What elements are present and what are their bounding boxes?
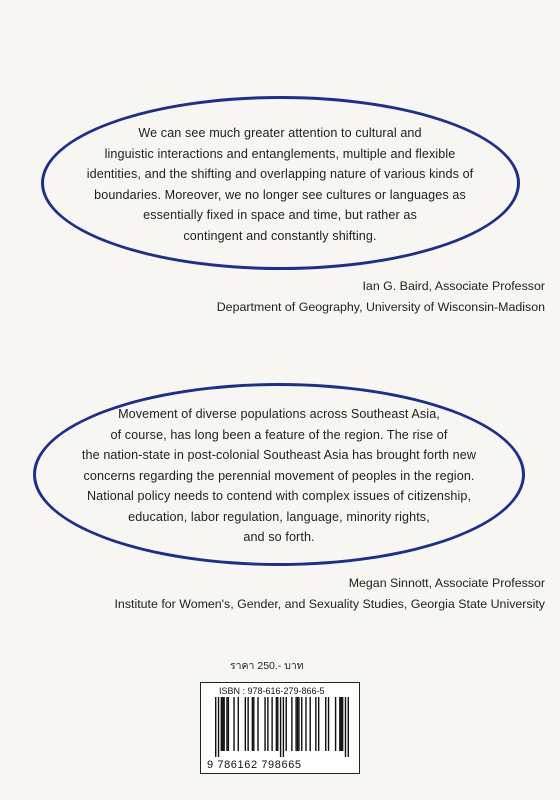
barcode-bar [348, 697, 349, 757]
attribution-1-name: Ian G. Baird, Associate Professor [362, 279, 545, 293]
barcode-bar [280, 697, 281, 757]
barcode-bar [341, 697, 342, 751]
barcode-bar [222, 697, 223, 751]
barcode-bar [328, 697, 329, 751]
quote-2 [40, 404, 518, 548]
barcode-bar [339, 697, 340, 751]
barcode-bar [335, 697, 336, 751]
barcode-bars [215, 697, 349, 757]
barcode-bar [325, 697, 326, 751]
quote-1-line: We can see much greater attention to cultural and [138, 126, 422, 140]
barcode-bar [310, 697, 311, 751]
barcode-bar [218, 697, 219, 757]
quote-1-line: linguistic interactions and entanglements, multiple and flexible [104, 146, 456, 161]
attribution-1 [25, 276, 545, 318]
barcode-bar [301, 697, 302, 751]
attribution-1-affiliation: Department of Geography, University of Wisconsin-Madison [216, 300, 545, 314]
barcode-bar [345, 697, 346, 757]
attribution-2 [15, 573, 545, 615]
barcode-bar [271, 697, 272, 751]
barcode-bar [233, 697, 234, 751]
barcode-bar [247, 697, 248, 751]
attribution-2-name: Megan Sinnott, Associate Professor [348, 576, 545, 590]
barcode-bar [315, 697, 316, 751]
attribution-2-affiliation: Institute for Women's, Gender, and Sexuality Studies, Georgia State University [114, 597, 545, 611]
isbn-label: ISBN : 978-616-279-866-5 [219, 686, 325, 696]
barcode-bar [298, 697, 299, 751]
barcode-bar [305, 697, 306, 751]
quote-2-line: concerns regarding the perennial movement of peoples in the region. [83, 468, 475, 483]
quote-2-line: Movement of diverse populations across Southeast Asia, [118, 407, 440, 421]
barcode-bar [297, 697, 298, 751]
quote-2-line: and so forth. [243, 530, 315, 544]
barcode-bar [318, 697, 319, 751]
barcode-digits: 9 786162 798665 [207, 759, 302, 771]
quote-1 [50, 123, 510, 246]
quote-2-line: education, labor regulation, language, minority rights, [128, 509, 430, 524]
barcode-bar [228, 697, 229, 751]
barcode-bar [238, 697, 239, 751]
price-label: ราคา 250.- บาท [230, 660, 304, 672]
barcode-bar [291, 697, 292, 751]
barcode-bar [221, 697, 222, 751]
quote-1-line: identities, and the shifting and overlapping nature of various kinds of [86, 167, 474, 181]
barcode-bar [264, 697, 265, 751]
barcode-bar [283, 697, 284, 757]
quote-1-line: essentially fixed in space and time, but rather as [143, 208, 417, 222]
barcode-bar [277, 697, 278, 751]
barcode-bar [223, 697, 224, 751]
barcode-bar [226, 697, 227, 751]
barcode [200, 682, 360, 774]
barcode-bar [253, 697, 254, 751]
barcode-bar [252, 697, 253, 751]
barcode-bar [215, 697, 216, 757]
barcode-bar [245, 697, 246, 751]
quote-2-line: National policy needs to contend with complex issues of citizenship, [86, 489, 472, 503]
quote-1-line: boundaries. Moreover, we no longer see cultures or languages as [94, 187, 466, 202]
barcode-bar [276, 697, 277, 751]
barcode-bar [342, 697, 343, 751]
barcode-bar [286, 697, 287, 751]
barcode-bar [267, 697, 268, 751]
quote-2-line: the nation-state in post-colonial Southeast Asia has brought forth new [81, 448, 477, 462]
quote-1-line: contingent and constantly shifting. [183, 228, 377, 243]
barcode-bar [295, 697, 296, 751]
quote-2-line: of course, has long been a feature of the region. The rise of [110, 427, 448, 442]
barcode-bar [257, 697, 258, 751]
